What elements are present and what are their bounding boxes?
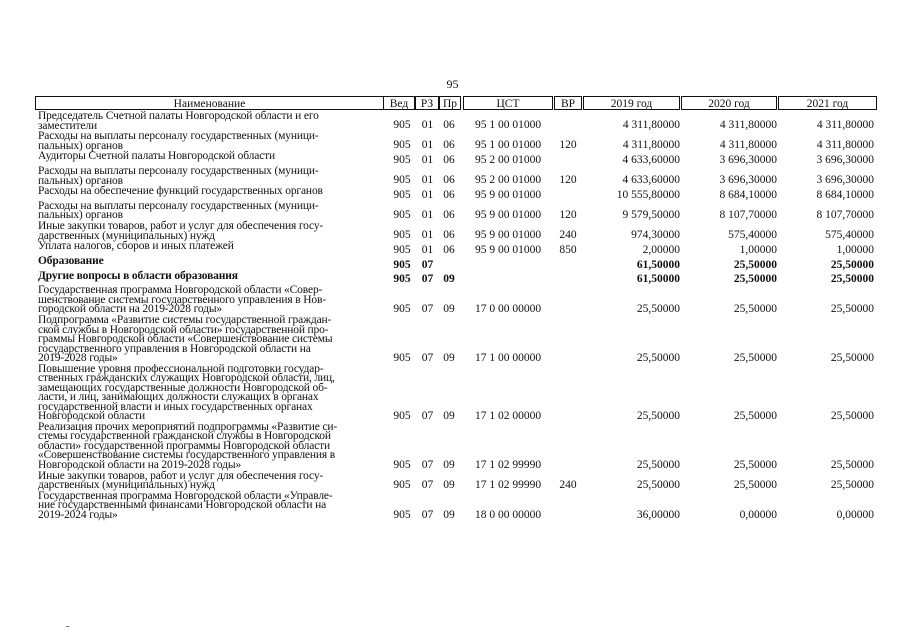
table-header bbox=[35, 96, 877, 111]
header-vr: ВР bbox=[554, 96, 582, 110]
cell-y2019: 9 579,50000 bbox=[622, 209, 680, 222]
row-name-line: 2019-2028 годы» bbox=[38, 352, 118, 365]
cell-y2021: 8 684,10000 bbox=[816, 188, 874, 201]
header-rz: РЗ bbox=[415, 96, 439, 110]
table-row bbox=[35, 286, 877, 316]
row-name-line: пальных) органов bbox=[38, 174, 123, 187]
cell-y2020: 25,50000 bbox=[733, 458, 777, 471]
table-row bbox=[35, 199, 877, 222]
cell-ved: 905 bbox=[393, 273, 411, 286]
cell-y2020: 25,50000 bbox=[733, 409, 777, 422]
row-name-line: Уплата налогов, сборов и иных платежей bbox=[38, 240, 234, 253]
cell-cst: 95 1 00 01000 bbox=[474, 119, 542, 132]
cell-y2021: 1,00000 bbox=[836, 244, 874, 256]
cell-ved: 905 bbox=[393, 478, 411, 491]
row-name-line: дарственных (муниципальных) нужд bbox=[38, 229, 215, 242]
cell-ved: 905 bbox=[393, 244, 411, 256]
cell-y2019: 25,50000 bbox=[636, 409, 680, 422]
row-name-line: заместители bbox=[38, 119, 97, 132]
cell-y2019: 974,30000 bbox=[631, 229, 680, 242]
table-row bbox=[35, 222, 877, 242]
row-name bbox=[38, 167, 383, 186]
cell-y2019: 25,50000 bbox=[636, 351, 680, 364]
row-name bbox=[38, 152, 383, 162]
row-name-line: Председатель Счетной палаты Новгородской области и его bbox=[38, 110, 319, 122]
header-name: Наименование bbox=[35, 96, 384, 110]
table-row bbox=[35, 362, 877, 423]
cell-y2021: 575,40000 bbox=[825, 229, 874, 242]
cell-y2020: 25,50000 bbox=[733, 351, 777, 364]
row-name-line: государственного управления в Новгородской области на bbox=[38, 342, 311, 355]
row-name-line: 2019-2024 годы» bbox=[38, 508, 118, 521]
cell-y2020: 1,00000 bbox=[739, 244, 777, 256]
cell-pr: 06 bbox=[443, 154, 455, 167]
cell-rz: 07 bbox=[421, 273, 434, 286]
cell-cst: 95 9 00 01000 bbox=[474, 229, 542, 242]
cell-ved: 905 bbox=[393, 174, 411, 187]
cell-ved: 905 bbox=[393, 119, 411, 132]
header-2019: 2019 год bbox=[583, 96, 680, 110]
row-name-line: государственной власти и иных государственных органах bbox=[38, 400, 313, 413]
cell-y2021: 0,00000 bbox=[836, 508, 874, 521]
cell-pr: 06 bbox=[443, 174, 455, 187]
cell-ved: 905 bbox=[393, 303, 411, 316]
row-name bbox=[38, 199, 383, 222]
table-row bbox=[35, 112, 877, 132]
row-name-line: Государственная программа Новгородской области «Управле- bbox=[38, 489, 333, 502]
budget-table-body bbox=[35, 112, 877, 522]
cell-y2020: 25,50000 bbox=[733, 478, 777, 491]
row-name-line: «Совершенствование системы государственного управления в bbox=[38, 449, 336, 462]
cell-y2020: 0,00000 bbox=[739, 508, 777, 521]
cell-pr: 06 bbox=[443, 209, 455, 222]
cell-rz: 07 bbox=[421, 258, 434, 271]
cell-rz: 01 bbox=[421, 154, 434, 167]
cell-pr: 09 bbox=[443, 508, 455, 521]
row-name-line: Подпрограмма «Развитие системы государственной граждан- bbox=[38, 314, 332, 327]
cell-y2020: 25,50000 bbox=[733, 273, 777, 286]
row-name-line: Новгородской области bbox=[38, 410, 146, 423]
row-name bbox=[38, 420, 383, 471]
cell-cst: 95 2 00 01000 bbox=[474, 154, 542, 167]
row-name-line: шенствование системы государственного управления в Нов- bbox=[38, 293, 326, 306]
cell-y2019: 25,50000 bbox=[636, 478, 680, 491]
row-name-line: Иные закупки товаров, работ и услуг для обеспечения госу- bbox=[38, 220, 324, 233]
header-ved: Вед bbox=[383, 96, 415, 110]
cell-y2019: 36,00000 bbox=[636, 508, 680, 521]
row-name-line: Расходы на выплаты персоналу государственных (муници- bbox=[38, 165, 319, 178]
cell-ved: 905 bbox=[393, 508, 411, 521]
cell-pr: 09 bbox=[443, 458, 455, 471]
cell-ved: 905 bbox=[393, 209, 411, 222]
row-name bbox=[38, 112, 383, 131]
cell-rz: 01 bbox=[421, 188, 434, 201]
cell-ved: 905 bbox=[393, 154, 411, 167]
cell-y2019: 61,50000 bbox=[636, 273, 680, 286]
cell-y2019: 25,50000 bbox=[636, 303, 680, 316]
cell-rz: 01 bbox=[421, 119, 434, 132]
row-name-line: Расходы на обеспечение функций государственных органов bbox=[38, 185, 323, 198]
cell-rz: 07 bbox=[421, 351, 434, 364]
cell-y2020: 25,50000 bbox=[733, 258, 777, 271]
cell-rz: 07 bbox=[421, 303, 434, 316]
cell-pr: 06 bbox=[443, 188, 455, 201]
cell-ved: 905 bbox=[393, 258, 411, 271]
cell-y2019: 61,50000 bbox=[636, 258, 680, 271]
cell-y2020: 3 696,30000 bbox=[719, 154, 777, 167]
cell-vr: 120 bbox=[559, 209, 577, 222]
cell-y2020: 8 684,10000 bbox=[719, 188, 777, 201]
cell-rz: 07 bbox=[421, 508, 434, 521]
header-cst: ЦСТ bbox=[463, 96, 553, 110]
table-row bbox=[35, 469, 877, 492]
cell-y2020: 8 107,70000 bbox=[719, 209, 777, 222]
cell-y2019: 2,00000 bbox=[642, 244, 680, 256]
cell-pr: 09 bbox=[443, 273, 455, 286]
cell-pr: 06 bbox=[443, 229, 455, 242]
cell-y2020: 4 311,80000 bbox=[719, 119, 777, 132]
cell-y2019: 4 311,80000 bbox=[622, 139, 680, 152]
row-name bbox=[38, 222, 383, 241]
cell-cst: 17 1 02 99990 bbox=[474, 458, 542, 471]
row-name-line: ласти, и лиц, занимающих должности служащих в органах bbox=[38, 391, 319, 404]
row-name bbox=[38, 286, 383, 315]
row-name-line: ние государственными финансами Новгородской области на bbox=[38, 499, 327, 512]
cell-ved: 905 bbox=[393, 188, 411, 201]
cell-y2021: 8 107,70000 bbox=[816, 209, 874, 222]
cell-y2019: 10 555,80000 bbox=[616, 188, 680, 201]
row-name-line: области» государственной программы Новгородской области bbox=[38, 439, 331, 452]
cell-rz: 01 bbox=[421, 209, 434, 222]
row-name-line: пальных) органов bbox=[38, 209, 123, 222]
table-row bbox=[35, 132, 877, 152]
cell-y2021: 25,50000 bbox=[830, 478, 874, 491]
row-name bbox=[38, 362, 383, 423]
row-name-line: ственных гражданских служащих Новгородской области, лиц, bbox=[38, 372, 335, 385]
cell-cst: 95 2 00 01000 bbox=[474, 174, 542, 187]
table-row bbox=[35, 420, 877, 472]
row-name-line: ской службы в Новгородской области» государственной про- bbox=[38, 323, 329, 336]
cell-cst: 95 9 00 01000 bbox=[474, 244, 542, 256]
cell-vr: 120 bbox=[559, 139, 577, 152]
cell-pr: 09 bbox=[443, 303, 455, 316]
cell-cst: 95 9 00 01000 bbox=[474, 188, 542, 201]
row-name-line: пальных) органов bbox=[38, 139, 123, 152]
cell-pr: 09 bbox=[443, 409, 455, 422]
cell-ved: 905 bbox=[393, 139, 411, 152]
scan-mark bbox=[66, 626, 69, 627]
row-name-line: городской области на 2019-2028 годы» bbox=[38, 303, 223, 316]
cell-cst: 17 0 00 00000 bbox=[474, 303, 542, 316]
row-name bbox=[38, 469, 383, 492]
row-name-line: Аудиторы Счетной палаты Новгородской области bbox=[38, 150, 276, 163]
cell-rz: 07 bbox=[421, 478, 434, 491]
cell-y2019: 4 311,80000 bbox=[622, 119, 680, 132]
cell-rz: 01 bbox=[421, 174, 434, 187]
header-2021: 2021 год bbox=[778, 96, 877, 110]
table-row bbox=[35, 489, 877, 522]
cell-vr: 240 bbox=[559, 229, 577, 242]
page-number: 95 bbox=[446, 77, 459, 91]
row-name bbox=[38, 489, 383, 521]
cell-ved: 905 bbox=[393, 351, 411, 364]
cell-pr: 09 bbox=[443, 351, 455, 364]
header-2020: 2020 год bbox=[681, 96, 777, 110]
cell-y2021: 4 311,80000 bbox=[816, 119, 874, 132]
cell-y2020: 25,50000 bbox=[733, 303, 777, 316]
cell-cst: 17 1 02 00000 bbox=[474, 409, 542, 422]
cell-y2021: 25,50000 bbox=[830, 351, 874, 364]
cell-y2021: 25,50000 bbox=[830, 458, 874, 471]
cell-cst: 17 1 00 00000 bbox=[474, 351, 542, 364]
row-name-line: замещающих государственные должности Новгородской об- bbox=[38, 381, 328, 394]
row-name-line: Новгородской области на 2019-2028 годы» bbox=[38, 458, 242, 471]
row-name bbox=[38, 257, 383, 267]
row-name-line: Другие вопросы в области образования bbox=[38, 269, 238, 282]
cell-ved: 905 bbox=[393, 458, 411, 471]
cell-y2021: 25,50000 bbox=[830, 258, 874, 271]
cell-rz: 07 bbox=[421, 409, 434, 422]
cell-y2021: 25,50000 bbox=[830, 303, 874, 316]
row-name-line: Образование bbox=[38, 255, 104, 267]
cell-ved: 905 bbox=[393, 229, 411, 242]
cell-pr: 06 bbox=[443, 119, 455, 132]
cell-vr: 850 bbox=[559, 244, 577, 256]
row-name-line: дарственных (муниципальных) нужд bbox=[38, 479, 215, 492]
cell-pr: 06 bbox=[443, 139, 455, 152]
cell-y2021: 25,50000 bbox=[830, 273, 874, 286]
cell-rz: 01 bbox=[421, 139, 434, 152]
cell-y2020: 4 311,80000 bbox=[719, 139, 777, 152]
row-name-line: Расходы на выплаты персоналу государственных (муници- bbox=[38, 199, 319, 212]
cell-pr: 09 bbox=[443, 478, 455, 491]
cell-vr: 120 bbox=[559, 174, 577, 187]
cell-rz: 07 bbox=[421, 458, 434, 471]
cell-vr: 240 bbox=[559, 478, 577, 491]
row-name bbox=[38, 316, 383, 364]
cell-ved: 905 bbox=[393, 409, 411, 422]
cell-y2021: 25,50000 bbox=[830, 409, 874, 422]
cell-rz: 01 bbox=[421, 244, 434, 256]
cell-rz: 01 bbox=[421, 229, 434, 242]
row-name-line: Иные закупки товаров, работ и услуг для обеспечения госу- bbox=[38, 469, 324, 482]
table-row bbox=[35, 316, 877, 365]
row-name bbox=[38, 269, 383, 282]
cell-y2019: 4 633,60000 bbox=[622, 154, 680, 167]
row-name bbox=[38, 187, 383, 197]
row-name-line: Повышение уровня профессиональной подготовки государ- bbox=[38, 362, 324, 375]
cell-y2021: 3 696,30000 bbox=[816, 154, 874, 167]
row-name-line: Государственная программа Новгородской области «Совер- bbox=[38, 284, 323, 297]
row-name-line: Реализация прочих мероприятий подпрограммы «Развитие си- bbox=[38, 420, 338, 433]
row-name bbox=[38, 132, 383, 151]
cell-y2020: 3 696,30000 bbox=[719, 174, 777, 187]
cell-y2019: 25,50000 bbox=[636, 458, 680, 471]
cell-y2020: 575,40000 bbox=[728, 229, 777, 242]
header-pr: Пр bbox=[439, 96, 461, 110]
row-name bbox=[38, 242, 383, 252]
cell-cst: 95 9 00 01000 bbox=[474, 209, 542, 222]
row-name-line: Расходы на выплаты персоналу государственных (муници- bbox=[38, 130, 319, 143]
cell-pr: 06 bbox=[443, 244, 455, 256]
table-row bbox=[35, 242, 877, 257]
cell-y2021: 3 696,30000 bbox=[816, 174, 874, 187]
cell-cst: 18 0 00 00000 bbox=[474, 508, 542, 521]
row-name-line: граммы Новгородской области «Совершенствование системы bbox=[38, 333, 333, 346]
row-name-line: стемы государственной гражданской службы в Новгородской bbox=[38, 430, 331, 443]
cell-cst: 17 1 02 99990 bbox=[474, 478, 542, 491]
cell-y2021: 4 311,80000 bbox=[816, 139, 874, 152]
table-row bbox=[35, 167, 877, 187]
cell-y2019: 4 633,60000 bbox=[622, 174, 680, 187]
cell-cst: 95 1 00 01000 bbox=[474, 139, 542, 152]
